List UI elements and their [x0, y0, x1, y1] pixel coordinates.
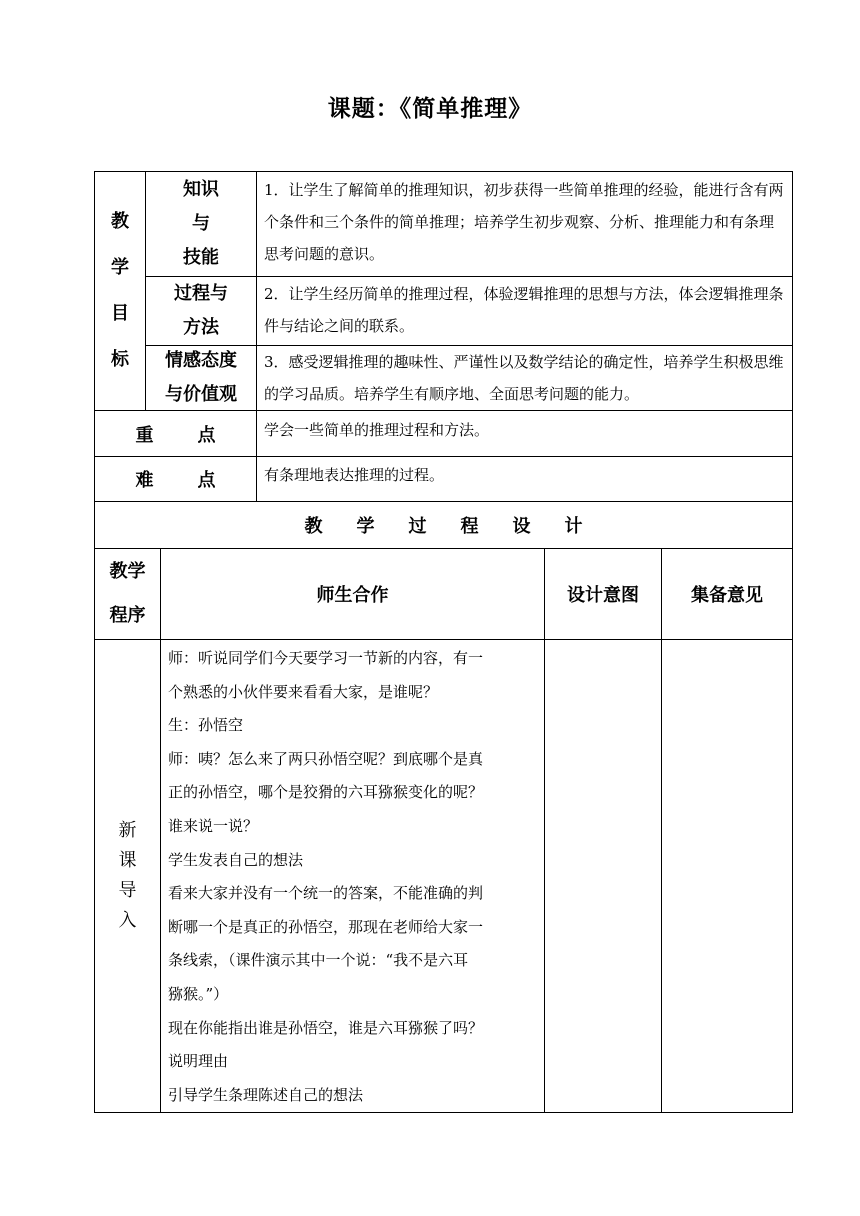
table-border-right	[792, 171, 793, 1113]
content-line: 谁来说一说？	[168, 816, 259, 835]
objective-heading-attitude: 情感态度 与价值观	[165, 350, 237, 405]
content-line: 师：咦？怎么来了两只孙悟空呢？到底哪个是真	[168, 749, 484, 768]
content-line: 生：孙悟空	[168, 716, 244, 735]
key-point-text: 学会一些简单的推理过程和方法。	[264, 421, 490, 439]
objective-heading-process: 过程与 方法	[174, 283, 228, 338]
difficulty-label: 难 点	[135, 470, 216, 491]
content-line: 条线索，（课件演示其中一个说：“我不是六耳	[168, 951, 469, 970]
section-content	[168, 642, 540, 1112]
content-line: 个熟悉的小伙伴要来看看大家，是谁呢？	[168, 682, 439, 701]
content-line: 师：听说同学们今天要学习一节新的内容，有一	[168, 649, 484, 667]
content-line: 正的孙悟空，哪个是狡猾的六耳猕猴变化的呢？	[168, 783, 484, 802]
row-divider	[94, 639, 793, 640]
content-line: 说明理由	[168, 1052, 229, 1071]
difficulty-text: 有条理地表达推理的过程。	[264, 466, 445, 484]
column-header-cooperation: 师生合作	[316, 585, 389, 606]
section-label: 新 课 导 入	[118, 820, 137, 931]
key-point-label: 重 点	[135, 424, 216, 446]
col-divider	[256, 171, 257, 502]
content-line: 猕猴。”）	[168, 984, 229, 1003]
objective-text-knowledge: 1．让学生了解简单的推理知识，初步获得一些简单推理的经验，能进行含有两个条件和三个条件的简单推理；培养学生初步观察、分析、推理能力和有条理思考问题的意识。	[264, 181, 784, 263]
content-line: 引导学生条理陈述自己的想法	[168, 1085, 364, 1104]
objective-text-process: 2．让学生经历简单的推理过程，体验逻辑推理的思想与方法，体会逻辑推理条件与结论之间的联系。	[264, 285, 784, 335]
content-line: 看来大家并没有一个统一的答案，不能准确的判	[168, 884, 484, 903]
content-line: 学生发表自己的想法	[168, 850, 304, 869]
objective-heading-knowledge: 知识 与 技能	[183, 179, 219, 268]
design-header: 教 学 过 程 设 计	[304, 516, 583, 537]
content-line: 现在你能指出谁是孙悟空，谁是六耳猕猴了吗？	[168, 1018, 484, 1037]
objective-text-attitude: 3．感受逻辑推理的趣味性、严谨性以及数学结论的确定性，培养学生积极思维的学习品质。培养学生有顺序地、全面思考问题的能力。	[264, 353, 784, 403]
column-header-intent: 设计意图	[567, 585, 639, 606]
column-header-procedure: 教学 程序	[109, 561, 146, 626]
column-header-opinion: 集备意见	[691, 585, 763, 606]
content-line: 断哪一个是真正的孙悟空，那现在老师给大家一	[168, 917, 484, 936]
page-title: 课题：《简单推理》	[327, 96, 533, 122]
objectives-label: 教 学 目 标	[111, 211, 129, 370]
